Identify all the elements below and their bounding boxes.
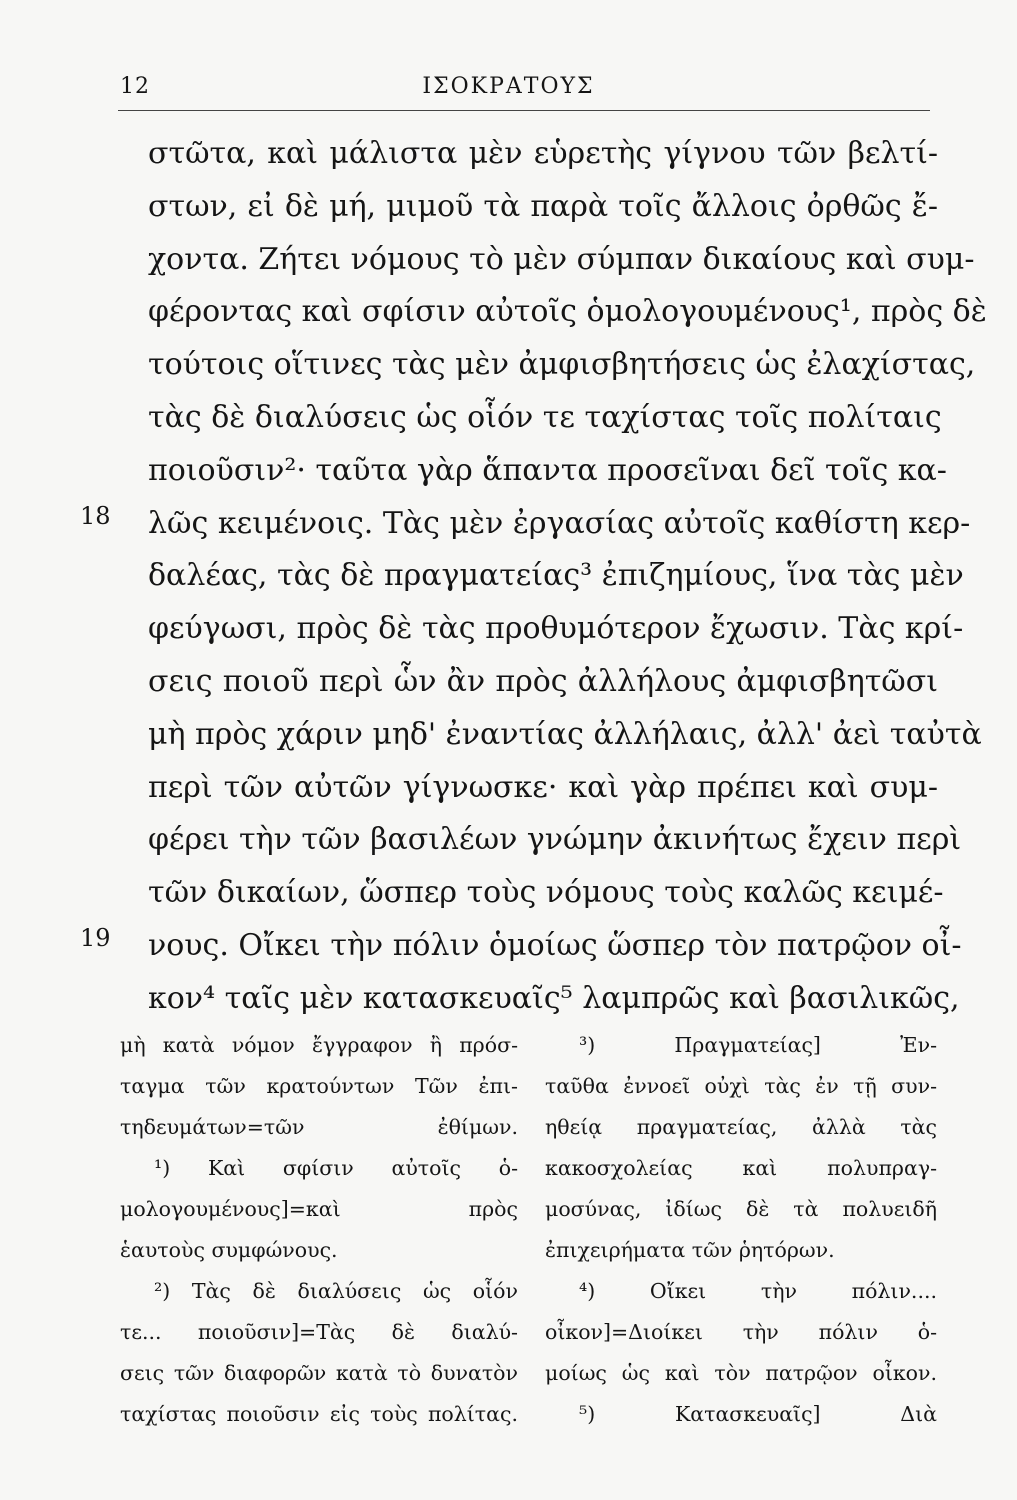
section-number-19: 19 <box>80 924 111 952</box>
footnote-line: ³) Πραγματείας] Ἐν- <box>579 1033 937 1057</box>
text-line: τούτοις οἵτινες τὰς μὲν ἀμφισβητήσεις ὡς ἐλαχίστας, <box>148 347 976 383</box>
main-text <box>148 128 987 1026</box>
text-line: τὰς δὲ διαλύσεις ὡς οἷόν τε ταχίστας τοῖς πολίταις <box>148 399 942 435</box>
footnote-line: ¹) Καὶ σφίσιν αὐτοῖς ὁ- <box>154 1156 518 1180</box>
footnote-line: ἑαυτοὺς συμφώνους. <box>120 1238 338 1262</box>
footnote-line: μοίως ὡς καὶ τὸν πατρῷον οἶκον. <box>545 1361 937 1385</box>
text-line: φέροντας καὶ σφίσιν αὐτοῖς ὁμολογουμένους¹, πρὸς δὲ <box>148 294 987 330</box>
text-line: δαλέας, τὰς δὲ πραγματείας³ ἐπιζημίους, ἵνα τὰς μὲν <box>148 558 964 594</box>
text-line: λῶς κειμένοις. Τὰς μὲν ἐργασίας αὐτοῖς καθίστη κερ- <box>148 505 971 541</box>
running-title: ΙΣΟΚΡΑΤΟΥΣ <box>422 74 595 99</box>
footnote-line: οἶκον]=Διοίκει τὴν πόλιν ὁ- <box>545 1320 937 1344</box>
text-line: νους. Οἴκει τὴν πόλιν ὁμοίως ὥσπερ τὸν πατρῷον οἶ- <box>148 927 962 963</box>
text-line: στῶτα, καὶ μάλιστα μὲν εὑρετὴς γίγνου τῶν βελτί- <box>148 136 938 171</box>
footnote-line: ⁴) Οἴκει τὴν πόλιν.... <box>579 1279 937 1303</box>
text-line: ποιοῦσιν²· ταῦτα γὰρ ἅπαντα προσεῖναι δεῖ τοῖς κα- <box>148 452 947 488</box>
footnote-line: κακοσχολείας καὶ πολυπραγ- <box>545 1156 937 1180</box>
footnote-line: ²) Τὰς δὲ διαλύσεις ὡς οἷόν <box>154 1279 518 1303</box>
text-line: περὶ τῶν αὐτῶν γίγνωσκε· καὶ γὰρ πρέπει καὶ συμ- <box>148 769 938 805</box>
text-line: κον⁴ ταῖς μὲν κατασκευαῖς⁵ λαμπρῶς καὶ βασιλικῶς, <box>148 980 960 1016</box>
footnote-line: σεις τῶν διαφορῶν κατὰ τὸ δυνατὸν <box>120 1361 518 1385</box>
footnote-line: ηθείᾳ πραγματείας, ἀλλὰ τὰς <box>545 1115 937 1139</box>
footnotes-left-column <box>120 1025 518 1435</box>
footnote-line: μὴ κατὰ νόμον ἔγγραφον ἢ πρόσ- <box>120 1033 518 1057</box>
text-line: τῶν δικαίων, ὥσπερ τοὺς νόμους τοὺς καλῶς κειμέ- <box>148 875 944 911</box>
footnote-line: ⁵) Κατασκευαῖς] Διὰ <box>579 1402 937 1426</box>
section-number-18: 18 <box>80 502 111 530</box>
footnote-line: ἐπιχειρήματα τῶν ῥητόρων. <box>545 1238 835 1262</box>
text-line: σεις ποιοῦ περὶ ὧν ἂν πρὸς ἀλλήλους ἀμφισβητῶσι <box>148 663 938 699</box>
text-line: στων, εἰ δὲ μή, μιμοῦ τὰ παρὰ τοῖς ἄλλοις ὀρθῶς ἔ- <box>148 188 938 224</box>
header-rule <box>118 110 930 111</box>
footnote-line: ταχίστας ποιοῦσιν εἰς τοὺς πολίτας. <box>120 1402 518 1426</box>
footnote-line: τε... ποιοῦσιν]=Τὰς δὲ διαλύ- <box>120 1320 518 1344</box>
text-line: μὴ πρὸς χάριν μηδ' ἐναντίας ἀλλήλαις, ἀλλ' ἀεὶ ταὐτὰ <box>148 716 982 752</box>
footnote-line: τηδευμάτων=τῶν ἐθίμων. <box>120 1115 518 1139</box>
text-line: φεύγωσι, πρὸς δὲ τὰς προθυμότερον ἔχωσιν. Τὰς κρί- <box>148 611 964 647</box>
footnote-line: μολογουμένους]=καὶ πρὸς <box>120 1197 518 1221</box>
footnote-line: μοσύνας, ἰδίως δὲ τὰ πολυειδῆ <box>545 1197 937 1221</box>
footnote-line: ταῦθα ἐννοεῖ οὐχὶ τὰς ἐν τῇ συν- <box>545 1074 937 1098</box>
page-number: 12 <box>120 74 150 99</box>
text-line: χοντα. Ζήτει νόμους τὸ μὲν σύμπαν δικαίους καὶ συμ- <box>148 241 975 277</box>
text-line: φέρει τὴν τῶν βασιλέων γνώμην ἀκινήτως ἔχειν περὶ <box>148 822 962 858</box>
footnote-line: ταγμα τῶν κρατούντων Τῶν ἐπι- <box>120 1074 518 1098</box>
footnotes-right-column <box>545 1025 937 1435</box>
